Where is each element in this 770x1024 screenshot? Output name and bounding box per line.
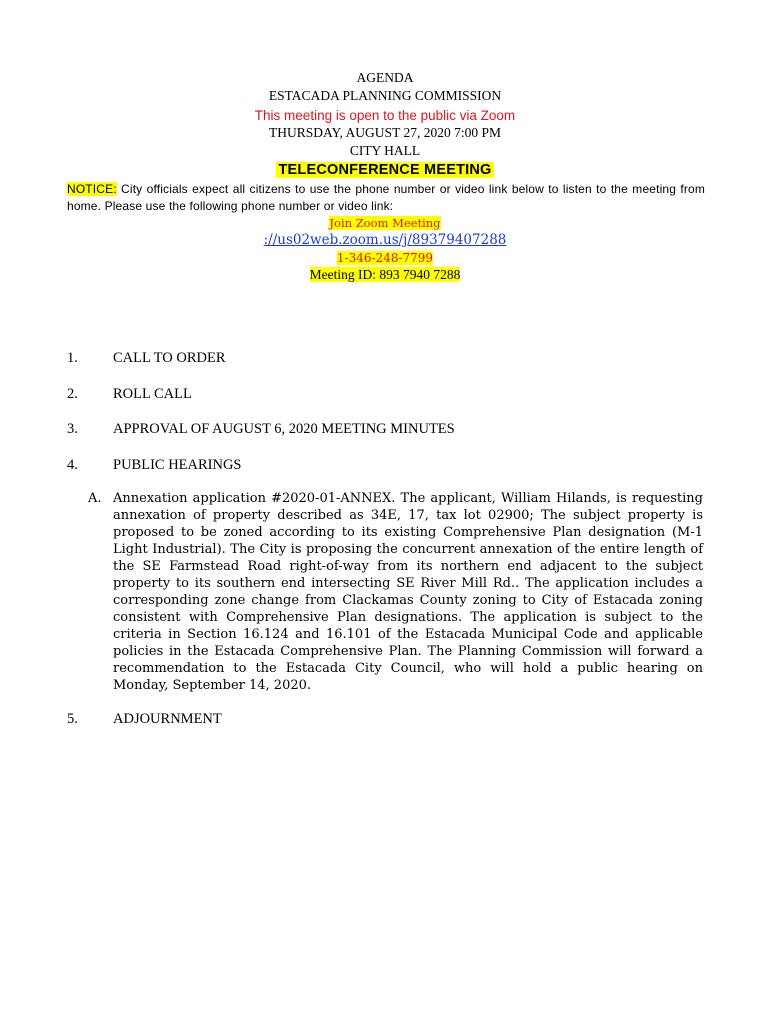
public-hearing-item-a — [88, 490, 703, 694]
meeting-date-time: THURSDAY, AUGUST 27, 2020 7:00 PM — [269, 125, 501, 140]
hearing-item-letter: A. — [88, 491, 102, 506]
dial-in-phone-number: 1-346-248-7799 — [336, 251, 434, 265]
notice-paragraph — [67, 181, 705, 215]
hearing-item-text: Annexation application #2020-01-ANNEX. The applicant, William Hilands, is requesting annexation of property described as 34E, 17, tax lot 02900; The subject property is proposed to be zoned according to its existing Comprehensive Plan designation (M-1 Light Industrial). The City is proposing the concurrent annexation of the entire length of the SE Farmstead Road right-of-way from its northern end adjacent to the subject property to its southern end intersecting SE River Mill Rd.. The application includes a corresponding zone change from Clackamas County zoning to City of Estacada zoning consistent with Comprehensive Plan designations. The application is subject to the criteria in Section 16.124 and 16.101 of the Estacada Municipal Code and applicable policies in the Estacada Comprehensive Plan. The Planning Commission will forward a recommendation to the Estacada City Council, who will hold a public hearing on Monday, September 14, 2020. — [113, 491, 703, 693]
join-zoom-label: Join Zoom Meeting — [329, 216, 441, 230]
agenda-item-number: 3. — [67, 421, 78, 437]
zoom-public-notice: This meeting is open to the public via Zoom — [254, 108, 516, 123]
teleconference-banner: TELECONFERENCE MEETING — [278, 162, 492, 178]
agenda-item-label: ADJOURNMENT — [113, 711, 222, 727]
notice-text: City officials expect all citizens to use the phone number or video link below to listen to the meeting from home. Please use the following phone number or video link: — [67, 182, 705, 213]
agenda-item-number: 1. — [67, 350, 78, 366]
notice-label: NOTICE: — [67, 182, 117, 196]
agenda-item-label: PUBLIC HEARINGS — [113, 457, 242, 473]
commission-name: ESTACADA PLANNING COMMISSION — [268, 88, 502, 103]
agenda-item-number: 5. — [67, 711, 78, 727]
zoom-meeting-link[interactable]: ://us02web.zoom.us/j/89379407288 — [263, 232, 507, 248]
agenda-item-label: CALL TO ORDER — [113, 350, 226, 366]
meeting-id: Meeting ID: 893 7940 7288 — [309, 267, 461, 282]
agenda-item-label: APPROVAL OF AUGUST 6, 2020 MEETING MINUTES — [113, 421, 455, 437]
agenda-heading: AGENDA — [356, 70, 414, 85]
agenda-item-number: 4. — [67, 457, 78, 473]
meeting-location: CITY HALL — [349, 143, 421, 158]
agenda-item-label: ROLL CALL — [113, 386, 192, 402]
agenda-item-number: 2. — [67, 386, 78, 402]
